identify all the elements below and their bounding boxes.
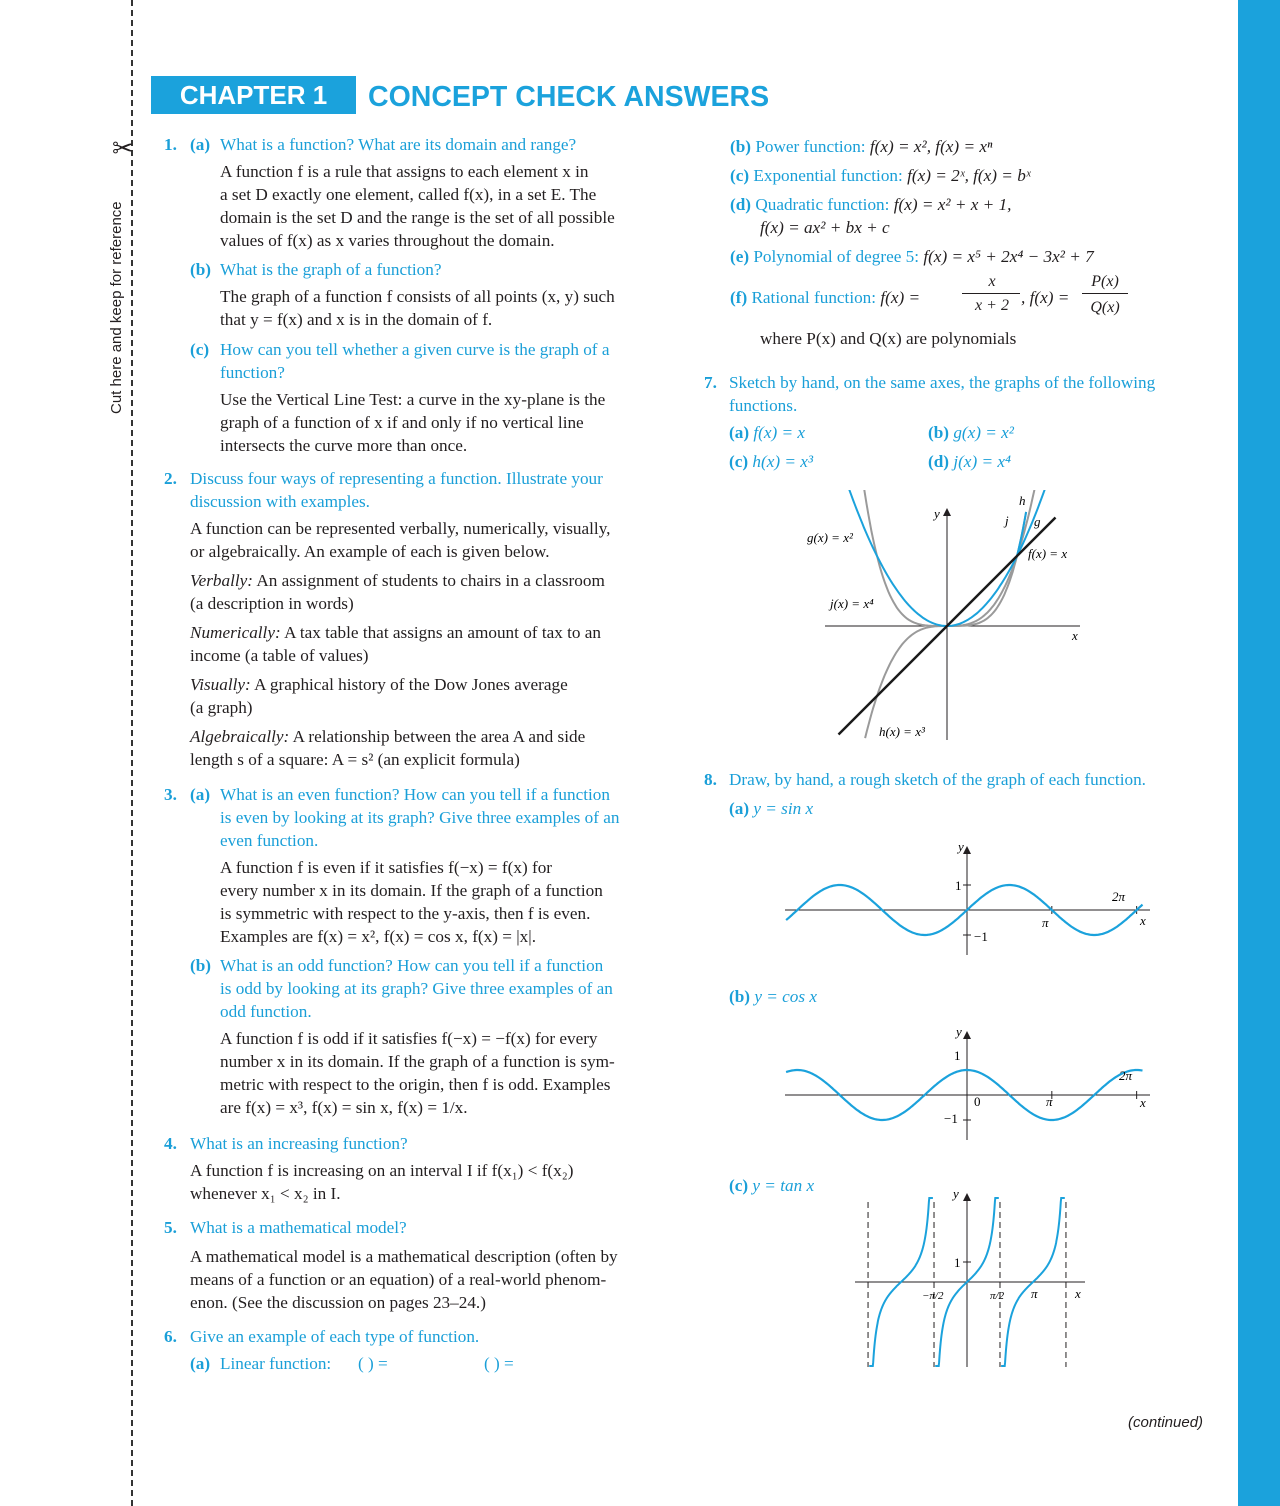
cos-pi-label: π bbox=[1046, 1094, 1053, 1109]
right-color-bar bbox=[1238, 0, 1280, 1506]
tan-neg-pi-half-label: −π/2 bbox=[922, 1290, 944, 1302]
cos-neg-one-label: −1 bbox=[944, 1111, 958, 1126]
tangent-curve-and-axes bbox=[855, 1193, 1085, 1367]
h-top-label: h bbox=[1019, 493, 1026, 508]
x-axis-label: x bbox=[1072, 628, 1078, 643]
chapter-title: CONCEPT CHECK ANSWERS bbox=[368, 81, 770, 113]
f-label: f(x) = x bbox=[1028, 546, 1068, 561]
sin-one-label: 1 bbox=[955, 878, 962, 893]
cos-2pi-label: 2π bbox=[1119, 1068, 1133, 1083]
continued-note: (continued) bbox=[1128, 1414, 1204, 1431]
cos-x-label: x bbox=[1140, 1095, 1146, 1110]
sin-pi-label: π bbox=[1042, 915, 1049, 930]
fraction-bar bbox=[962, 293, 1020, 294]
tangent-graph bbox=[850, 1182, 1100, 1372]
tan-pi-label: π bbox=[1031, 1286, 1038, 1301]
g-top-label: g bbox=[1034, 514, 1041, 529]
power-functions-graph bbox=[790, 490, 1110, 745]
j-label: j(x) = x⁴ bbox=[830, 596, 874, 611]
fraction-bar bbox=[1082, 293, 1128, 294]
cos-zero-label: 0 bbox=[974, 1094, 981, 1109]
y-axis-arrow bbox=[943, 508, 951, 516]
sine-graph bbox=[780, 835, 1160, 960]
sin-y-label: y bbox=[958, 839, 964, 854]
cos-one-label: 1 bbox=[954, 1048, 961, 1063]
h-label: h(x) = x³ bbox=[879, 724, 925, 739]
tan-one-label: 1 bbox=[954, 1255, 961, 1270]
y-axis-arrow bbox=[963, 846, 971, 854]
tan-x-label: x bbox=[1075, 1286, 1081, 1301]
sin-2pi-label: 2π bbox=[1112, 889, 1126, 904]
sine-curve-and-axes bbox=[785, 846, 1150, 955]
cosine-graph bbox=[780, 1020, 1160, 1145]
sin-x-label: x bbox=[1140, 913, 1146, 928]
y-axis-arrow bbox=[963, 1031, 971, 1039]
y-axis-label: y bbox=[934, 506, 940, 521]
scissors-icon: ✂ bbox=[112, 134, 134, 164]
y-axis-arrow bbox=[963, 1193, 971, 1201]
sin-neg-one-label: −1 bbox=[974, 929, 988, 944]
g-label: g(x) = x² bbox=[807, 530, 853, 545]
j-top-label: j bbox=[1005, 513, 1009, 528]
tan-y-label: y bbox=[953, 1186, 959, 1201]
cut-line bbox=[131, 0, 133, 1506]
chapter-label: CHAPTER 1 bbox=[151, 76, 356, 114]
tan-pi-half-label: π/2 bbox=[990, 1290, 1005, 1302]
cos-y-label: y bbox=[956, 1024, 962, 1039]
power-curves bbox=[825, 490, 1081, 740]
cosine-curve-and-axes bbox=[785, 1031, 1150, 1140]
cut-instruction: Cut here and keep for reference bbox=[108, 201, 125, 414]
